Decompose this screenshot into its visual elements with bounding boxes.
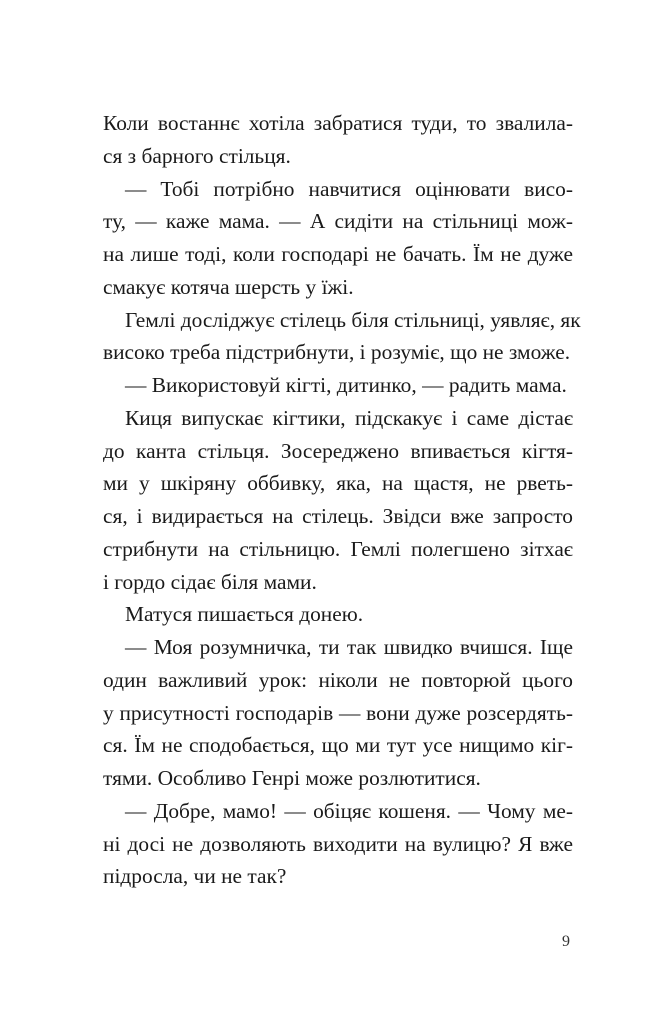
- text-line: смакує котяча шерсть у їжі.: [103, 274, 354, 299]
- text-line: високо треба підстрибнути, і розуміє, що не зможе.: [103, 340, 571, 365]
- text-line: — Добре, мамо! — обіцяє кошеня. — Чому ме-: [125, 798, 573, 823]
- text-line: Киця випускає кігтики, підскакує і саме дістає: [125, 405, 573, 430]
- text-line: підросла, чи не так?: [103, 864, 287, 889]
- text-line: один важливий урок: ніколи не повторюй цього: [103, 667, 573, 692]
- text-line: у присутності господарів — вони дуже розсердять-: [103, 700, 573, 725]
- text-line: ся, і видирається на стілець. Звідси вже запросто: [103, 504, 573, 528]
- text-line: стрибнути на стільницю. Гемлі полегшено зітхає: [103, 536, 573, 561]
- text-line: ми у шкіряну оббивку, яка, на щастя, не рветь-: [103, 471, 573, 496]
- body-text: [103, 107, 581, 893]
- text-line: ся. Їм не сподобається, що ми тут усе нищимо кіг-: [103, 733, 573, 758]
- text-line: — Використовуй кігті, дитинко, — радить мама.: [125, 373, 567, 397]
- text-line: — Моя розумничка, ти так швидко вчишся. Іще: [125, 635, 573, 659]
- text-line: до канта стільця. Зосереджено впивається кігтя-: [103, 438, 573, 463]
- text-line: на лише тоді, коли господарі не бачать. Їм не дуже: [103, 242, 573, 266]
- text-line: Матуся пишається донею.: [125, 602, 364, 627]
- text-line: і гордо сідає біля мами.: [103, 569, 317, 594]
- text-line: ту, — каже мама. — А сидіти на стільниці мож-: [103, 209, 573, 234]
- page-number: 9: [562, 933, 570, 950]
- text-line: ні досі не дозволяють виходити на вулицю? Я вже: [103, 831, 573, 856]
- text-line: тями. Особливо Генрі може розлютитися.: [103, 766, 481, 790]
- text-line: ся з барного стільця.: [103, 143, 291, 168]
- text-line: Коли востаннє хотіла забратися туди, то звалила-: [103, 111, 573, 135]
- text-line: — Тобі потрібно навчитися оцінювати висо-: [125, 176, 573, 201]
- text-line: Гемлі досліджує стілець біля стільниці, уявляє, як: [125, 307, 581, 332]
